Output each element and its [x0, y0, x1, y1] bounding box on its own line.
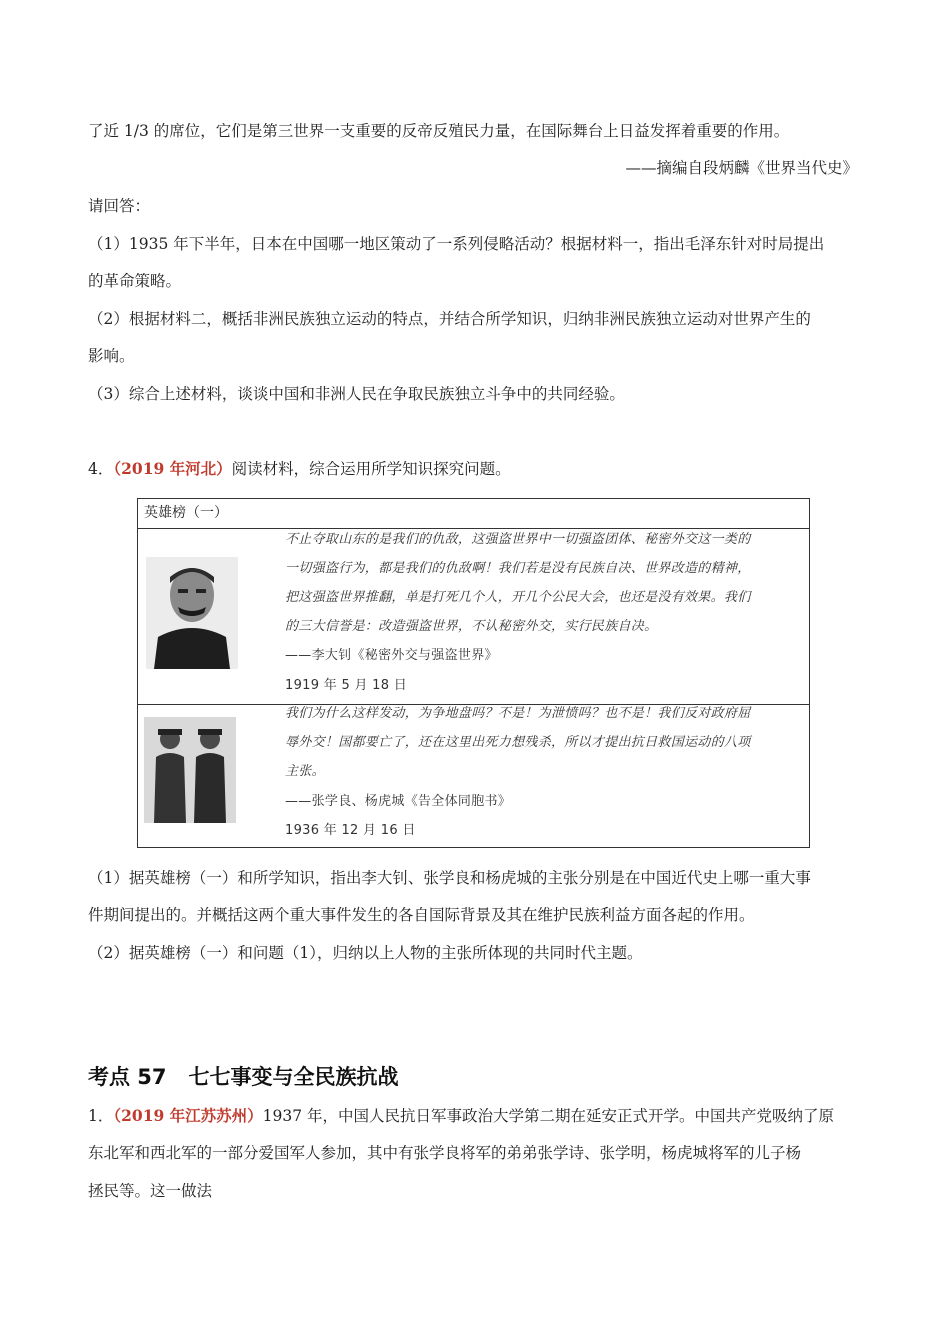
quote-author: ——李大钊《秘密外交与强盗世界》	[285, 648, 498, 663]
hero-table-title: 英雄榜（一）	[138, 499, 809, 529]
q4-sub1-line1: （1）据英雄榜（一）和所学知识，指出李大钊、张学良和杨虎城的主张分别是在中国近代史上哪一重大事	[88, 869, 811, 887]
answer-prompt: 请回答：	[88, 197, 151, 215]
q3-sub2-line2: 影响。	[88, 347, 135, 365]
quote-line: 辱外交！国都要亡了，还在这里出死力想残杀，所以才提出抗日救国运动的八项	[285, 735, 751, 750]
quote-line: 我们为什么这样发动，为争地盘吗？不是！为泄愤吗？也不是！我们反对政府屈	[285, 706, 751, 721]
quote-line: 把这强盗世界推翻，单是打死几个人，开几个公民大会，也还是没有效果。我们	[285, 590, 751, 605]
q3-sub2-line1: （2）根据材料二，概括非洲民族独立运动的特点，并结合所学知识，归纳非洲民族独立运动对世界产生的	[88, 310, 811, 328]
question-1-line1	[88, 1106, 834, 1126]
quote-date: 1919 年 5 月 18 日	[285, 678, 408, 693]
q4-sub1-line2: 件期间提出的。并概括这两个重大事件发生的各自国际背景及其在维护民族利益方面各起的作用。	[88, 906, 755, 924]
q3-sub3: （3）综合上述材料，谈谈中国和非洲人民在争取民族独立斗争中的共同经验。	[88, 385, 625, 403]
question-text: 1937 年，中国人民抗日军事政治大学第二期在延安正式开学。中国共产党吸纳了原	[262, 1107, 835, 1125]
source-tag: （2019 年河北）	[113, 459, 232, 478]
material-line-end: 了近 1/3 的席位，它们是第三世界一支重要的反帝反殖民力量，在国际舞台上日益发挥着重要的作用。	[88, 122, 790, 140]
material-source: ——摘编自段炳麟《世界当代史》	[625, 159, 858, 177]
question-intro: 阅读材料，综合运用所学知识探究问题。	[231, 460, 511, 478]
quote-line: 一切强盗行为，都是我们的仇敌啊！我们若是没有民族自决、世界改造的精神，	[285, 561, 751, 576]
quote-line: 主张。	[285, 764, 325, 779]
q3-sub1-line2: 的革命策略。	[88, 272, 182, 290]
section-title: 七七事变与全民族抗战	[188, 1065, 399, 1089]
quote-line: 不止夺取山东的是我们的仇敌，这强盗世界中一切强盗团体、秘密外交这一类的	[285, 532, 751, 547]
portrait-li-dazhao	[146, 557, 238, 669]
hero-table	[137, 498, 810, 848]
q4-sub2: （2）据英雄榜（一）和问题（1），归纳以上人物的主张所体现的共同时代主题。	[88, 944, 643, 962]
source-tag: （2019 年江苏苏州）	[113, 1106, 263, 1125]
question-number: 1．	[88, 1107, 114, 1125]
q3-sub1-line1: （1）1935 年下半年，日本在中国哪一地区策动了一系列侵略活动？根据材料一，指出毛泽东针对时局提出	[88, 235, 825, 253]
question-number: 4．	[88, 460, 114, 478]
photo-zhang-yang	[144, 717, 236, 823]
question-4-header	[88, 459, 511, 479]
quote-date: 1936 年 12 月 16 日	[285, 823, 416, 838]
quote-line: 的三大信誉是：改造强盗世界，不认秘密外交，实行民族自决。	[285, 619, 658, 634]
quote-author: ——张学良、杨虎城《告全体同胞书》	[285, 794, 512, 809]
section-number: 考点 57	[88, 1065, 167, 1089]
question-1-line2: 东北军和西北军的一部分爱国军人参加，其中有张学良将军的弟弟张学诗、张学明，杨虎城将军的儿子杨	[88, 1144, 802, 1162]
section-heading	[88, 1061, 399, 1091]
question-1-line3: 拯民等。这一做法	[88, 1182, 213, 1200]
